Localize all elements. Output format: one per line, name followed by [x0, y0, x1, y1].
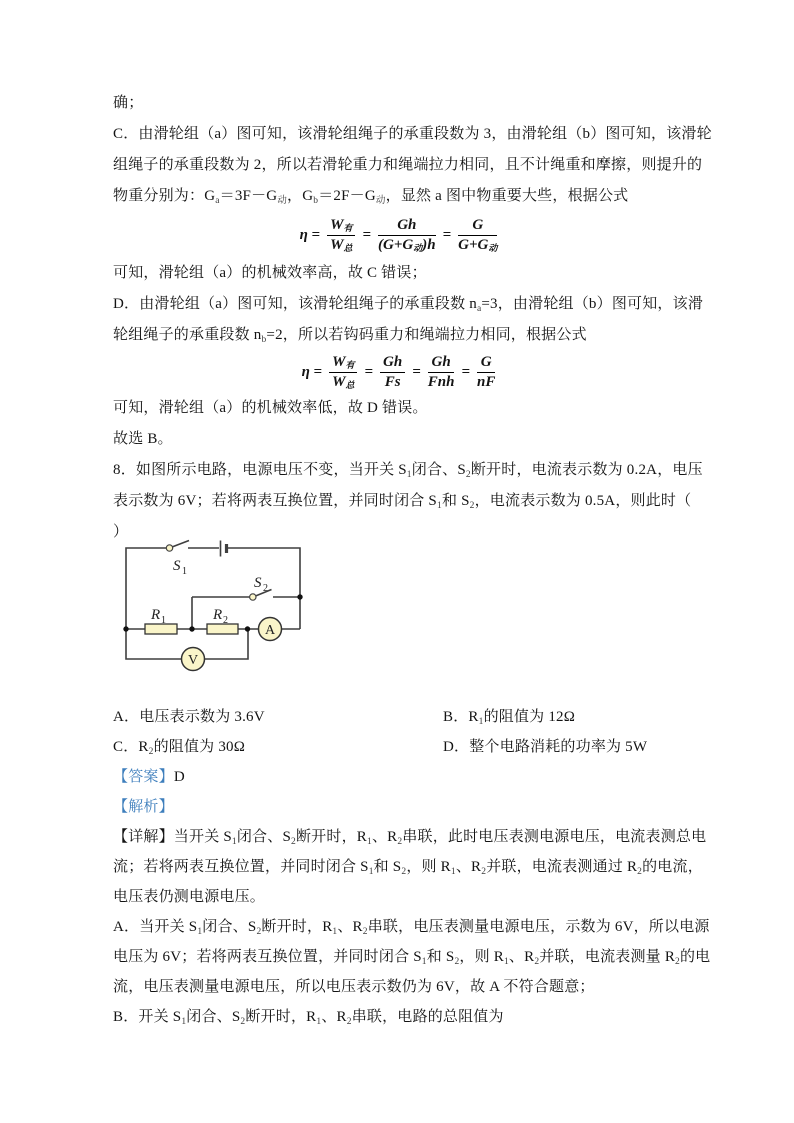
text-line: 可知，滑轮组（a）的机械效率低，故 D 错误。 — [113, 400, 428, 416]
analysis-line: 【解析】 — [113, 799, 174, 815]
label-s2-sub: 2 — [263, 583, 268, 594]
circuit-wires — [126, 548, 300, 659]
label-r1-sub: 1 — [161, 615, 166, 626]
label-r2: R — [213, 607, 223, 623]
formula-pulley-efficiency-1: η = $\frac{W_有}{W_总}$ = $\frac{Gh}{(G+G_动)h}$ = $\frac{G}{G+G_动}$ — [299, 217, 498, 253]
switch-s1-lever — [172, 541, 189, 548]
ammeter-letter: A — [264, 623, 276, 638]
explanation-line: B．开关 $S_1$闭合、$S_2$断开时，$R_1$、$R_2$串联，电路的总阻值为 — [113, 1009, 504, 1027]
junction-dot — [189, 626, 194, 631]
text-line: 组绳子的承重段数为 2，所以若滑轮重力和绳端拉力相同，且不计绳重和摩擦，则提升的 — [113, 157, 703, 173]
formula-pulley-efficiency-2: η = $\frac{W_有}{W_总}$ = $\frac{Gh}{Fs}$ = $\frac{Gh}{\text{Fnh}}$ = $\frac{G}{nF}$ — [301, 354, 496, 390]
explanation-line: 电压表仍测电源电压。 — [113, 889, 266, 905]
answer-section — [113, 762, 711, 1032]
text-line: 故选 B。 — [113, 431, 173, 447]
option-d: D．整个电路消耗的功率为 5W — [443, 739, 648, 755]
label-r2-sub: 2 — [223, 615, 228, 626]
text-line: 轮组绳子的承重段数 $n_b=2$，所以若钩码重力和绳端拉力相同，根据公式 — [113, 327, 587, 345]
switch-s2-pivot — [250, 594, 256, 600]
circuit-figure — [113, 548, 684, 678]
circuit-diagram — [118, 538, 330, 678]
label-s1-sub: 1 — [182, 566, 187, 577]
junction-dot — [297, 594, 302, 599]
answer-line: 【答案】D — [113, 769, 185, 785]
text-line: C．由滑轮组（a）图可知，该滑轮组绳子的承重段数为 3，由滑轮组（b）图可知，该滑轮 — [113, 126, 712, 142]
explanation-line: 流；若将两表互换位置，并同时闭合 $S_1$和 $S_2$，则 $R_1$、$R_2$并联，电流表测通过 $R_2$的电流， — [113, 859, 703, 877]
answer-options — [113, 702, 684, 762]
text-line: 确； — [113, 95, 144, 111]
text-line: D．由滑轮组（a）图可知，该滑轮组绳子的承重段数 $n_a=3$，由滑轮组（b）图可知，该滑 — [113, 296, 704, 314]
label-s2: S — [254, 575, 262, 591]
question-8-line: 8．如图所示电路，电源电压不变，当开关 $S_1$闭合、$S_2$断开时，电流表示数为 0.2A，电压 — [113, 462, 703, 480]
voltmeter-letter: V — [187, 653, 199, 668]
label-s1: S — [173, 558, 181, 574]
junction-dot — [245, 626, 250, 631]
question-8-line: ） — [113, 524, 129, 540]
option-c: C．$R_2$的阻值为 30Ω — [113, 739, 246, 757]
explanation-line: 【详解】当开关 $S_1$闭合、$S_2$断开时，$R_1$、$R_2$串联，此时电压表测电源电压，电流表测总电 — [113, 829, 707, 847]
question-8-line: 表示数为 6V；若将两表互换位置，并同时闭合 $S_1$和 $S_2$，电流表示数为 0.5A，则此时（ — [113, 493, 692, 511]
text-line: 物重分别为：$G_a=3F-G_动$，$G_b=2F-G_动$，显然 a 图中物重要大些，根据公式 — [113, 188, 629, 206]
option-b: B．$R_1$的阻值为 12Ω — [443, 709, 576, 727]
explanation-line: A．当开关 $S_1$闭合、$S_2$断开时，$R_1$、$R_2$串联，电压表测量电源电压，示数为 6V，所以电源 — [113, 919, 710, 937]
label-r1: R — [151, 607, 161, 623]
option-a: A．电压表示数为 3.6V — [113, 709, 265, 725]
explanation-line: 流，电压表测量电源电压，所以电压表示数仍为 6V，故 A 不符合题意； — [113, 979, 595, 995]
explanation-line: 电压为 6V；若将两表互换位置，并同时闭合 $S_1$和 $S_2$，则 $R_1$、$R_2$并联，电流表测量 $R_2$的电 — [113, 949, 711, 967]
text-line: 可知，滑轮组（a）的机械效率高，故 C 错误； — [113, 265, 427, 281]
switch-s1-pivot — [166, 545, 172, 551]
junction-dot — [123, 626, 128, 631]
